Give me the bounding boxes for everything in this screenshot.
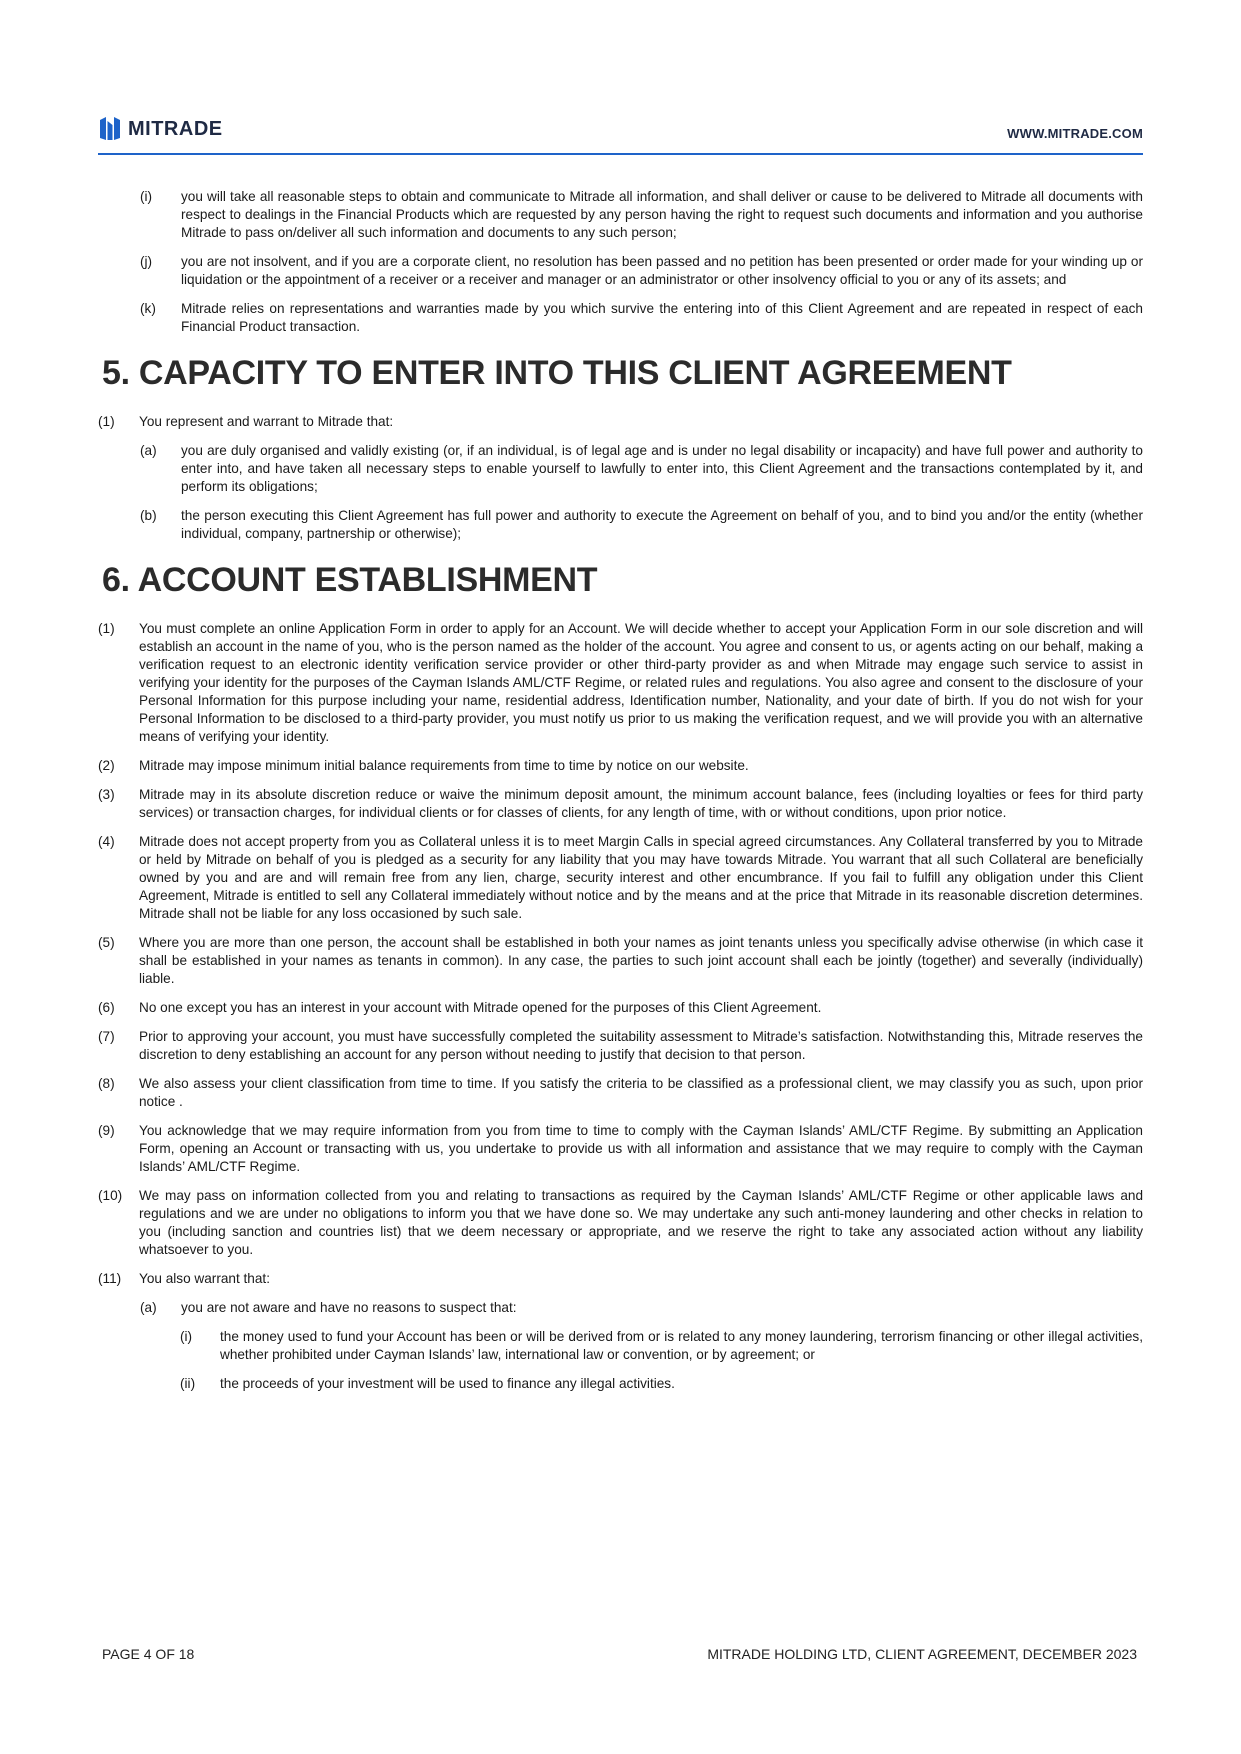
item-text: You represent and warrant to Mitrade that:: [139, 414, 394, 429]
item-text: You must complete an online Application Form in order to apply for an Account. We will decide whether to accept your Application Form in our sole discretion and will establish an account in the name of you, who is the person named as the holder of the account. You agree and consent to us, or agents acting on our behalf, making a verification request to an electronic identity verification service provider or other third-party provider as and when Mitrade may engage such service to assist in verifying your identity for the purposes of the Cayman Islands AML/CTF Regime, or related rules and regulations. You also agree and consent to the disclosure of your Personal Information for this purpose including your name, residential address, Identification number, Nationality, and your date of birth. If you do not wish for your Personal Information to be disclosed to a third-party provider, you must notify us prior to us making the verification request, and we will provide you with an alternative means of verifying your identity.: [139, 621, 1143, 744]
item-text: We may pass on information collected from you and relating to transactions as required by the Cayman Islands’ AML/CTF Regime or other applicable laws and regulations and we are under no obligations to inform you that we have done so. We may undertake any such anti-money laundering and other checks in relation to you (including sanction and countries list) that we deem necessary or appropriate, and we reserve the right to take any associated action without any liability whatsoever to you.: [139, 1188, 1143, 1257]
item-text: you are duly organised and validly existing (or, if an individual, is of legal age and is under no legal disability or incapacity) and have full power and authority to enter into, and have taken all necessary steps to enable yourself to lawfully to enter into, this Client Agreement and the transactions contemplated by it, and perform its obligations;: [181, 443, 1143, 494]
list-item: [98, 620, 1143, 746]
item-number: (ii): [180, 1376, 196, 1391]
list-item: [98, 253, 1143, 289]
list-item: [98, 413, 1143, 431]
item-number: (a): [140, 1300, 157, 1315]
list-item: [98, 188, 1143, 242]
section-5-title: 5. CAPACITY TO ENTER INTO THIS CLIENT AGREEMENT: [102, 354, 1012, 392]
section-6-title: 6. ACCOUNT ESTABLISHMENT: [102, 561, 598, 599]
item-text: the person executing this Client Agreement has full power and authority to execute the Agreement on behalf of you, and to bind you and/or the entity (whether individual, company, partnership or otherwise);: [181, 508, 1143, 541]
list-item: [98, 1122, 1143, 1176]
item-text: Mitrade relies on representations and warranties made by you which survive the entering into of this Client Agreement and are repeated in respect of each Financial Product transaction.: [181, 301, 1143, 334]
item-number: (7): [98, 1029, 115, 1044]
item-number: (a): [140, 443, 157, 458]
list-item: [98, 507, 1143, 543]
list-item: [98, 1299, 1143, 1317]
item-number: (j): [140, 254, 153, 269]
document-body: [98, 188, 1143, 1404]
list-item: [98, 786, 1143, 822]
document-footer-title: MITRADE HOLDING LTD, CLIENT AGREEMENT, DECEMBER 2023: [707, 1646, 1137, 1662]
item-text: the proceeds of your investment will be used to finance any illegal activities.: [220, 1376, 675, 1391]
item-number: (i): [180, 1329, 193, 1344]
item-number: (4): [98, 834, 115, 849]
item-number: (k): [140, 301, 156, 316]
list-item: [98, 757, 1143, 775]
item-number: (6): [98, 1000, 115, 1015]
list-item: [98, 1270, 1143, 1288]
item-number: (10): [98, 1188, 123, 1203]
item-text: You also warrant that:: [139, 1271, 270, 1286]
item-number: (8): [98, 1076, 115, 1091]
item-text: We also assess your client classification from time to time. If you satisfy the criteria to be classified as a professional client, we may classify you as such, upon prior notice .: [139, 1076, 1143, 1109]
list-item: [98, 1187, 1143, 1259]
item-number: (1): [98, 414, 115, 429]
logo-text: MITRADE: [128, 117, 223, 140]
list-item: [98, 300, 1143, 336]
page-header: [98, 116, 1143, 156]
item-text: No one except you has an interest in your account with Mitrade opened for the purposes of this Client Agreement.: [139, 1000, 822, 1015]
item-text: you are not aware and have no reasons to suspect that:: [181, 1300, 517, 1315]
item-text: Mitrade does not accept property from you as Collateral unless it is to meet Margin Calls in special agreed circumstances. Any Collateral transferred by you to Mitrade or held by Mitrade on behalf of you is pledged as a security for any liability that you may have towards Mitrade. You warrant that all such Collateral are beneficially owned by you and are and will remain free from any lien, charge, security interest and other encumbrance. If you fail to fulfill any obligation under this Client Agreement, Mitrade is entitled to sell any Collateral immediately without notice and by the means and at the price that Mitrade in its reasonable discretion determines. Mitrade shall not be liable for any loss occasioned by such sale.: [139, 834, 1143, 921]
item-text: Mitrade may impose minimum initial balance requirements from time to time by notice on our website.: [139, 758, 749, 773]
list-item: [98, 833, 1143, 923]
list-item: [98, 442, 1143, 496]
item-number: (b): [140, 508, 157, 523]
list-item: [98, 1375, 1143, 1393]
item-text: the money used to fund your Account has been or will be derived from or is related to any money laundering, terrorism financing or other illegal activities, whether prohibited under Cayman Islands’ law, international law or convention, or by agreement; or: [220, 1329, 1143, 1362]
item-number: (2): [98, 758, 115, 773]
header-divider: [98, 153, 1143, 155]
list-item: [98, 934, 1143, 988]
item-number: (5): [98, 935, 115, 950]
item-text: You acknowledge that we may require information from you from time to time to comply with the Cayman Islands’ AML/CTF Regime. By submitting an Application Form, opening an Account or transacting with us, you undertake to provide us with all information and assistance that we may require to comply with the Cayman Islands’ AML/CTF Regime.: [139, 1123, 1143, 1174]
item-number: (9): [98, 1123, 115, 1138]
list-item: [98, 1328, 1143, 1364]
page-number: PAGE 4 OF 18: [102, 1646, 195, 1662]
item-number: (11): [98, 1271, 122, 1286]
item-number: (i): [140, 189, 153, 204]
item-number: (1): [98, 621, 115, 636]
item-text: Mitrade may in its absolute discretion reduce or waive the minimum deposit amount, the minimum account balance, fees (including loyalties or fees for third party services) or transaction charges, for individual clients or for classes of clients, for any length of time, with or without conditions, upon prior notice.: [139, 787, 1143, 820]
list-item: [98, 1075, 1143, 1111]
list-item: [98, 999, 1143, 1017]
item-text: Prior to approving your account, you must have successfully completed the suitability assessment to Mitrade’s satisfaction. Notwithstanding this, Mitrade reserves the discretion to deny establishing an account for any person without needing to justify that decision to that person.: [139, 1029, 1143, 1062]
item-text: you will take all reasonable steps to obtain and communicate to Mitrade all information, and shall deliver or cause to be delivered to Mitrade all documents with respect to dealings in the Financial Products which are requested by any person having the right to request such documents and information and you authorise Mitrade to pass on/deliver all such information and documents to any such person;: [181, 189, 1143, 240]
item-text: you are not insolvent, and if you are a corporate client, no resolution has been passed and no petition has been presented or order made for your winding up or liquidation or the appointment of a receiver or a receiver and manager or an administrator or other insolvency official to you or any of its assets; and: [181, 254, 1143, 287]
list-item: [98, 1028, 1143, 1064]
mitrade-logo-icon: [98, 116, 122, 142]
website-url: WWW.MITRADE.COM: [1007, 126, 1143, 141]
item-number: (3): [98, 787, 115, 802]
item-text: Where you are more than one person, the account shall be established in both your names as joint tenants unless you specifically advise otherwise (in which case it shall be established in your names as tenants in common). In any case, the parties to such joint account shall each be jointly (together) and severally (individually) liable.: [139, 935, 1143, 986]
mitrade-logo: [98, 116, 223, 142]
